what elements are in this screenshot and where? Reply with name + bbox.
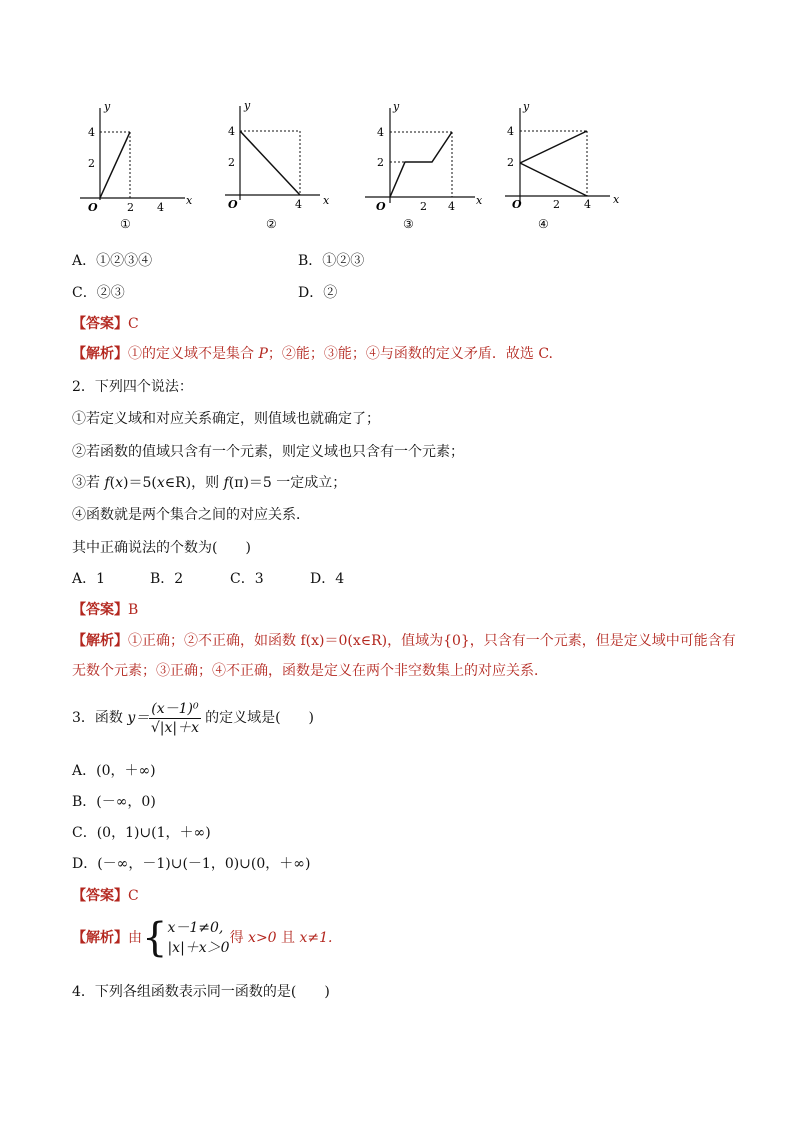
q3-system-brace: { (142, 915, 168, 961)
g3-tick-x4: 4 (448, 200, 455, 213)
q3-option-d: D．(－∞，－1)∪(－1，0)∪(0，＋∞) (72, 856, 311, 872)
g1-tick-x4: 4 (157, 201, 164, 214)
q2-s3-b: ( (109, 475, 116, 491)
g2-x-label: x (323, 194, 330, 207)
g3-origin: O (376, 200, 386, 213)
q3-denominator: √|x|＋x (150, 719, 200, 736)
q2-analysis-line-1 (72, 632, 736, 650)
g4-curve-lower (520, 163, 587, 196)
g4-tick-y2: 2 (507, 156, 514, 169)
q3-analysis-you: 由 (128, 930, 142, 946)
g4-origin: O (512, 198, 522, 211)
q1-analysis-text-b: ；②能；③能；④与函数的定义矛盾．故选 C. (267, 346, 553, 362)
g3-y-label: y (393, 100, 400, 113)
q3-analysis (72, 916, 332, 960)
g3-tick-x2: 2 (420, 200, 427, 213)
g4-tick-x4: 4 (584, 198, 591, 211)
g2-origin: O (228, 198, 238, 211)
q3-stem (72, 696, 314, 740)
g2-tick-x4: 4 (295, 198, 302, 211)
q2-statement-3 (72, 474, 346, 492)
q1-analysis-tag: 【解析】 (72, 346, 128, 362)
q3-system-line-1: x－1≠0, (167, 920, 224, 936)
q3-numerator: (x－1)⁰ (151, 700, 199, 717)
g1-origin: O (88, 201, 98, 214)
q3-stem-b: 的定义域是( ) (200, 710, 314, 726)
q2-analysis-text-1: ①正确；②不正确，如函数 f(x)＝0(x∈R)，值域为{0}，只含有一个元素，但是定义域中可能含有 (128, 633, 736, 649)
q2-analysis-tag: 【解析】 (72, 633, 128, 649)
q3-answer (72, 887, 139, 905)
q2-stem: 2．下列四个说法： (72, 379, 193, 395)
q3-analysis-and: 且 (276, 930, 300, 946)
q2-option-a: A．1 (72, 571, 106, 587)
q3-answer-tag: 【答案】 (72, 888, 128, 904)
g3-x-label: x (476, 194, 483, 207)
q1-option-b: B．①②③ (298, 253, 365, 269)
g3-tick-y4: 4 (377, 126, 384, 139)
g4-tick-x2: 2 (553, 198, 560, 211)
q2-statement-2: ②若函数的值域只含有一个元素，则定义域也只含有一个元素； (72, 444, 464, 460)
q2-s3-d: ∈R)，则 (164, 475, 224, 491)
q1-option-d: D．② (298, 285, 338, 301)
q3-option-b: B．(－∞，0) (72, 794, 156, 810)
q1-answer-value: C (128, 316, 139, 332)
q3-option-a: A．(0，＋∞) (72, 763, 156, 779)
q1-option-c: C．②③ (72, 285, 125, 301)
q2-s3-x: x (115, 475, 124, 491)
q1-answer (72, 315, 139, 333)
g4-tick-y4: 4 (507, 125, 514, 138)
q2-s3-f: f (104, 475, 110, 491)
graph-4 (505, 100, 620, 231)
g1-x-label: x (186, 194, 193, 207)
g3-tick-y2: 2 (377, 156, 384, 169)
q2-answer-value: B (128, 602, 139, 618)
q1-option-a: A．①②③④ (72, 253, 153, 269)
q3-answer-value: C (128, 888, 139, 904)
q3-fraction (149, 700, 200, 737)
g1-tick-y4: 4 (88, 126, 95, 139)
q2-s3-e: (π)＝5 一定成立； (228, 475, 347, 491)
q2-analysis-line-2: 无数个元素；③正确；④不正确，函数是定义在两个非空数集上的对应关系． (72, 663, 548, 679)
g1-curve (100, 132, 130, 198)
g4-caption: ④ (538, 217, 549, 231)
q3-analysis-tag: 【解析】 (72, 930, 128, 946)
q3-analysis-de: 得 (229, 930, 249, 946)
graph-2 (225, 100, 330, 231)
q3-analysis-cond-2: x≠1. (299, 930, 333, 946)
g2-caption: ② (266, 217, 277, 231)
graphs-figure (60, 100, 640, 235)
q2-s3-c: )＝5( (123, 475, 157, 491)
g2-y-label: y (244, 100, 251, 112)
q2-statement-4: ④函数就是两个集合之间的对应关系． (72, 507, 310, 523)
q2-answer-tag: 【答案】 (72, 602, 128, 618)
g2-tick-y4: 4 (228, 125, 235, 138)
q2-s3-f2: f (223, 475, 229, 491)
q2-question: 其中正确说法的个数为( ) (72, 540, 251, 556)
q2-answer (72, 601, 138, 619)
q2-option-d: D．4 (310, 571, 345, 587)
graph-3 (365, 100, 483, 231)
q3-option-c: C．(0，1)∪(1，＋∞) (72, 825, 211, 841)
g3-curve (390, 132, 452, 197)
g1-tick-x2: 2 (127, 201, 134, 214)
g1-caption: ① (120, 217, 131, 231)
q3-stem-a: 3．函数 (72, 710, 128, 726)
g1-y-label: y (104, 100, 111, 113)
g4-y-label: y (523, 100, 530, 113)
g2-curve (240, 131, 300, 195)
q1-answer-tag: 【答案】 (72, 316, 128, 332)
g2-tick-y2: 2 (228, 156, 235, 169)
g1-tick-y2: 2 (88, 157, 95, 170)
graph-1 (80, 100, 193, 231)
q2-s3-x2: x (156, 475, 165, 491)
q1-analysis (72, 345, 553, 363)
q1-analysis-text-a: ①的定义域不是集合 (128, 346, 259, 362)
q3-analysis-cond-1: x>0 (248, 930, 277, 946)
q2-s3-a: ③若 (72, 475, 105, 491)
g3-caption: ③ (403, 217, 414, 231)
q3-system-line-2: |x|＋x＞0 (167, 940, 230, 956)
q1-analysis-p: P (258, 346, 268, 362)
g4-x-label: x (613, 193, 620, 206)
q2-statement-1: ①若定义域和对应关系确定，则值域也就确定了； (72, 411, 380, 427)
q3-y-eq: y＝ (127, 710, 150, 726)
q2-option-c: C．3 (230, 571, 264, 587)
g4-curve-upper (520, 131, 587, 163)
q2-option-b: B．2 (150, 571, 184, 587)
q3-system (167, 918, 229, 958)
q4-stem: 4．下列各组函数表示同一函数的是( ) (72, 984, 330, 1000)
